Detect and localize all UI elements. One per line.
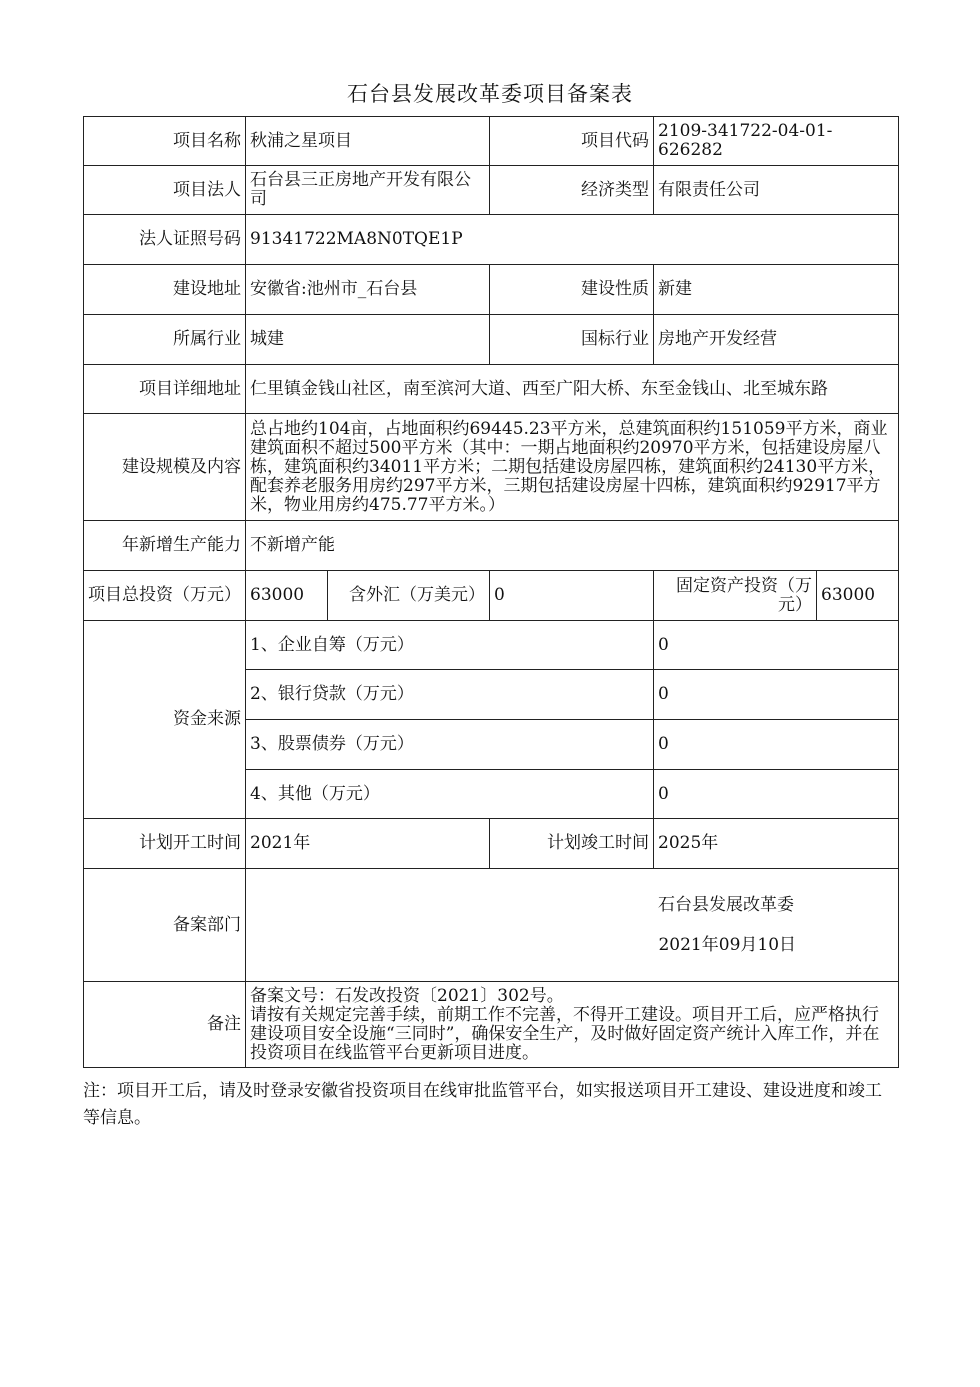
table-row (84, 982, 899, 1068)
detail-address-value: 仁里镇金钱山社区，南至滨河大道、西至广阳大桥、东至金钱山、北至城东路 (246, 365, 899, 414)
filing-table (83, 116, 899, 1068)
funding-item-label: 2、银行贷款（万元） (246, 670, 654, 720)
scale-value: 总占地约104亩，占地面积约69445.23平方米，总建筑面积约151059平方米，商业建筑面积不超过500平方米（其中：一期占地面积约20970平方米，包括建设房屋八栋，建筑面积约34011平方米；二期包括建设房屋四栋，建筑面积约24130平方米，配套养老服务用房约297平方米，三期包括建设房屋十四栋，建筑面积约92917平方米，物业用房约475.77平方米。） (246, 414, 899, 521)
national-industry-value: 房地产开发经营 (654, 315, 899, 365)
funding-item-value: 0 (654, 621, 899, 670)
economic-type-value: 有限责任公司 (654, 166, 899, 215)
industry-label: 所属行业 (84, 315, 246, 365)
table-row (84, 215, 899, 265)
scale-label: 建设规模及内容 (84, 414, 246, 521)
economic-type-label: 经济类型 (490, 166, 654, 215)
remarks-text: 请按有关规定完善手续，前期工作不完善，不得开工建设。项目开工后，应严格执行建设项目安全设施“三同时”，确保安全生产，及时做好固定资产统计入库工作，并在投资项目在线监管平台更新项目进度。 (250, 1004, 880, 1063)
footnote: 注：项目开工后，请及时登录安徽省投资项目在线审批监管平台，如实报送项目开工建设、建设进度和竣工等信息。 (83, 1081, 882, 1128)
table-row (84, 869, 899, 982)
table-row (84, 414, 899, 521)
project-name-label: 项目名称 (84, 117, 246, 166)
funding-item-label: 4、其他（万元） (246, 770, 654, 819)
fixed-investment-value: 63000 (817, 571, 899, 621)
table-row (84, 166, 899, 215)
license-no-value: 91341722MA8N0TQE1P (246, 215, 899, 265)
table-row (84, 315, 899, 365)
end-time-label: 计划竣工时间 (490, 819, 654, 869)
total-investment-value: 63000 (246, 571, 328, 621)
funding-item-label: 3、股票债券（万元） (246, 720, 654, 770)
table-row (84, 571, 899, 621)
fixed-investment-label: 固定资产投资（万元） (654, 571, 817, 621)
table-row (84, 819, 899, 869)
funding-item-value: 0 (654, 770, 899, 819)
remarks-cell (246, 982, 899, 1068)
remarks-doc-no: 备案文号：石发改投资〔2021〕302号。 (250, 985, 564, 1006)
legal-person-value: 石台县三正房地产开发有限公司 (246, 166, 490, 215)
project-code-value: 2109-341722-04-01-626282 (654, 117, 899, 166)
start-time-value: 2021年 (246, 819, 490, 869)
table-row (84, 621, 899, 670)
funding-item-value: 0 (654, 670, 899, 720)
page-title: 石台县发展改革委项目备案表 (347, 82, 633, 106)
table-row (84, 265, 899, 315)
legal-person-label: 项目法人 (84, 166, 246, 215)
dept-date: 2021年09月10日 (658, 934, 797, 955)
license-no-label: 法人证照号码 (84, 215, 246, 265)
detail-address-label: 项目详细地址 (84, 365, 246, 414)
project-code-label: 项目代码 (490, 117, 654, 166)
nature-label: 建设性质 (490, 265, 654, 315)
start-time-label: 计划开工时间 (84, 819, 246, 869)
capacity-label: 年新增生产能力 (84, 521, 246, 571)
capacity-value: 不新增产能 (246, 521, 899, 571)
end-time-value: 2025年 (654, 819, 899, 869)
total-investment-label: 项目总投资（万元） (84, 571, 246, 621)
foreign-exchange-label: 含外汇（万美元） (328, 571, 490, 621)
national-industry-label: 国标行业 (490, 315, 654, 365)
address-label: 建设地址 (84, 265, 246, 315)
table-row (84, 365, 899, 414)
address-value: 安徽省:池州市_石台县 (246, 265, 490, 315)
foreign-exchange-value: 0 (490, 571, 654, 621)
table-row (84, 117, 899, 166)
table-row (84, 521, 899, 571)
funding-item-value: 0 (654, 720, 899, 770)
funding-label: 资金来源 (84, 621, 246, 819)
nature-value: 新建 (654, 265, 899, 315)
dept-label: 备案部门 (84, 869, 246, 982)
project-name-value: 秋浦之星项目 (246, 117, 490, 166)
remarks-label: 备注 (84, 982, 246, 1068)
industry-value: 城建 (246, 315, 490, 365)
dept-name: 石台县发展改革委 (658, 894, 795, 915)
dept-cell (246, 869, 899, 982)
funding-item-label: 1、企业自筹（万元） (246, 621, 654, 670)
